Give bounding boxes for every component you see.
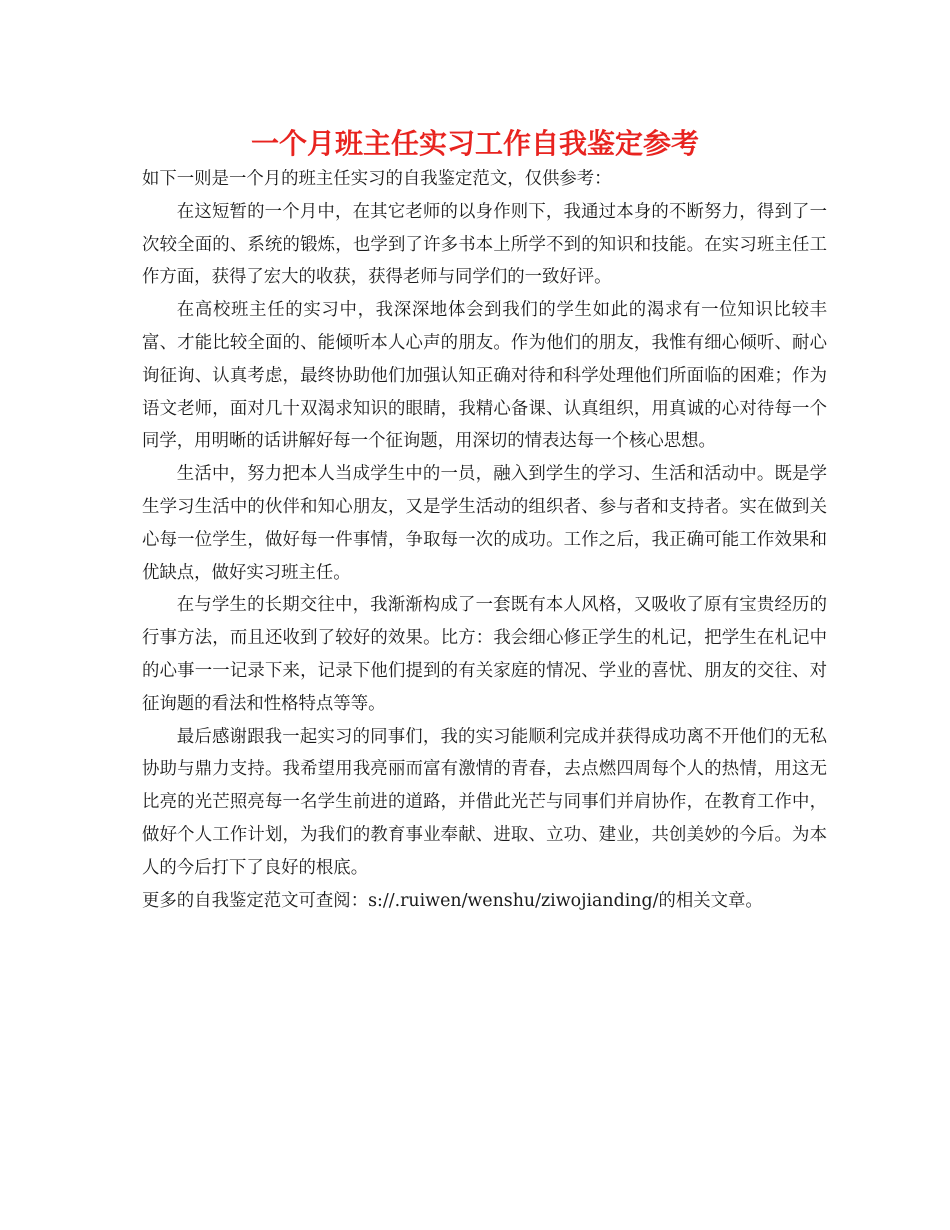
paragraph-5: 最后感谢跟我一起实习的同事们，我的实习能顺利完成并获得成功离不开他们的无私协助与鼎力支持。我希望用我亮丽而富有激情的青春，去点燃四周每个人的热情，用这无比亮的光芒照亮每一名学生前进的道路，并借此光芒与同事们并肩协作，在教育工作中，做好个人工作计划，为我们的教育事业奉献、进取、立功、建业，共创美妙的今后。为本人的今后打下了良好的根底。 [142, 726, 827, 878]
paragraph-4: 在与学生的长期交往中，我渐渐构成了一套既有本人风格，又吸收了原有宝贵经历的行事方法，而且还收到了较好的效果。比方：我会细心修正学生的札记，把学生在札记中的心事一一记录下来，记录下他们提到的有关家庭的情况、学业的喜忧、朋友的交往、对征询题的看法和性格特点等等。 [142, 595, 827, 714]
paragraph-3: 生活中，努力把本人当成学生中的一员，融入到学生的学习、生活和活动中。既是学生学习生活中的伙伴和知心朋友，又是学生活动的组织者、参与者和支持者。实在做到关心每一位学生，做好每一件事情，争取每一次的成功。工作之后，我正确可能工作效果和优缺点，做好实习班主任。 [142, 464, 827, 583]
footer-line: 更多的自我鉴定范文可查阅：s://.ruiwen/wenshu/ziwojianding/的相关文章。 [142, 890, 763, 911]
paragraph-2: 在高校班主任的实习中，我深深地体会到我们的学生如此的渴求有一位知识比较丰富、才能比较全面的、能倾听本人心声的朋友。作为他们的朋友，我惟有细心倾听、耐心询征询、认真考虑，最终协助他们加强认知正确对待和科学处理他们所面临的困难；作为语文老师，面对几十双渴求知识的眼睛，我精心备课、认真组织，用真诚的心对待每一个同学，用明晰的话讲解好每一个征询题，用深切的情表达每一个核心思想。 [142, 300, 827, 452]
document-body [142, 163, 827, 917]
intro-line: 如下一则是一个月的班主任实习的自我鉴定范文，仅供参考： [142, 169, 612, 189]
paragraph-1: 在这短暂的一个月中，在其它老师的以身作则下，我通过本身的不断努力，得到了一次较全面的、系统的锻炼，也学到了许多书本上所学不到的知识和技能。在实习班主任工作方面，获得了宏大的收获，获得老师与同学们的一致好评。 [142, 201, 827, 288]
document-title: 一个月班主任实习工作自我鉴定参考 [250, 127, 699, 160]
